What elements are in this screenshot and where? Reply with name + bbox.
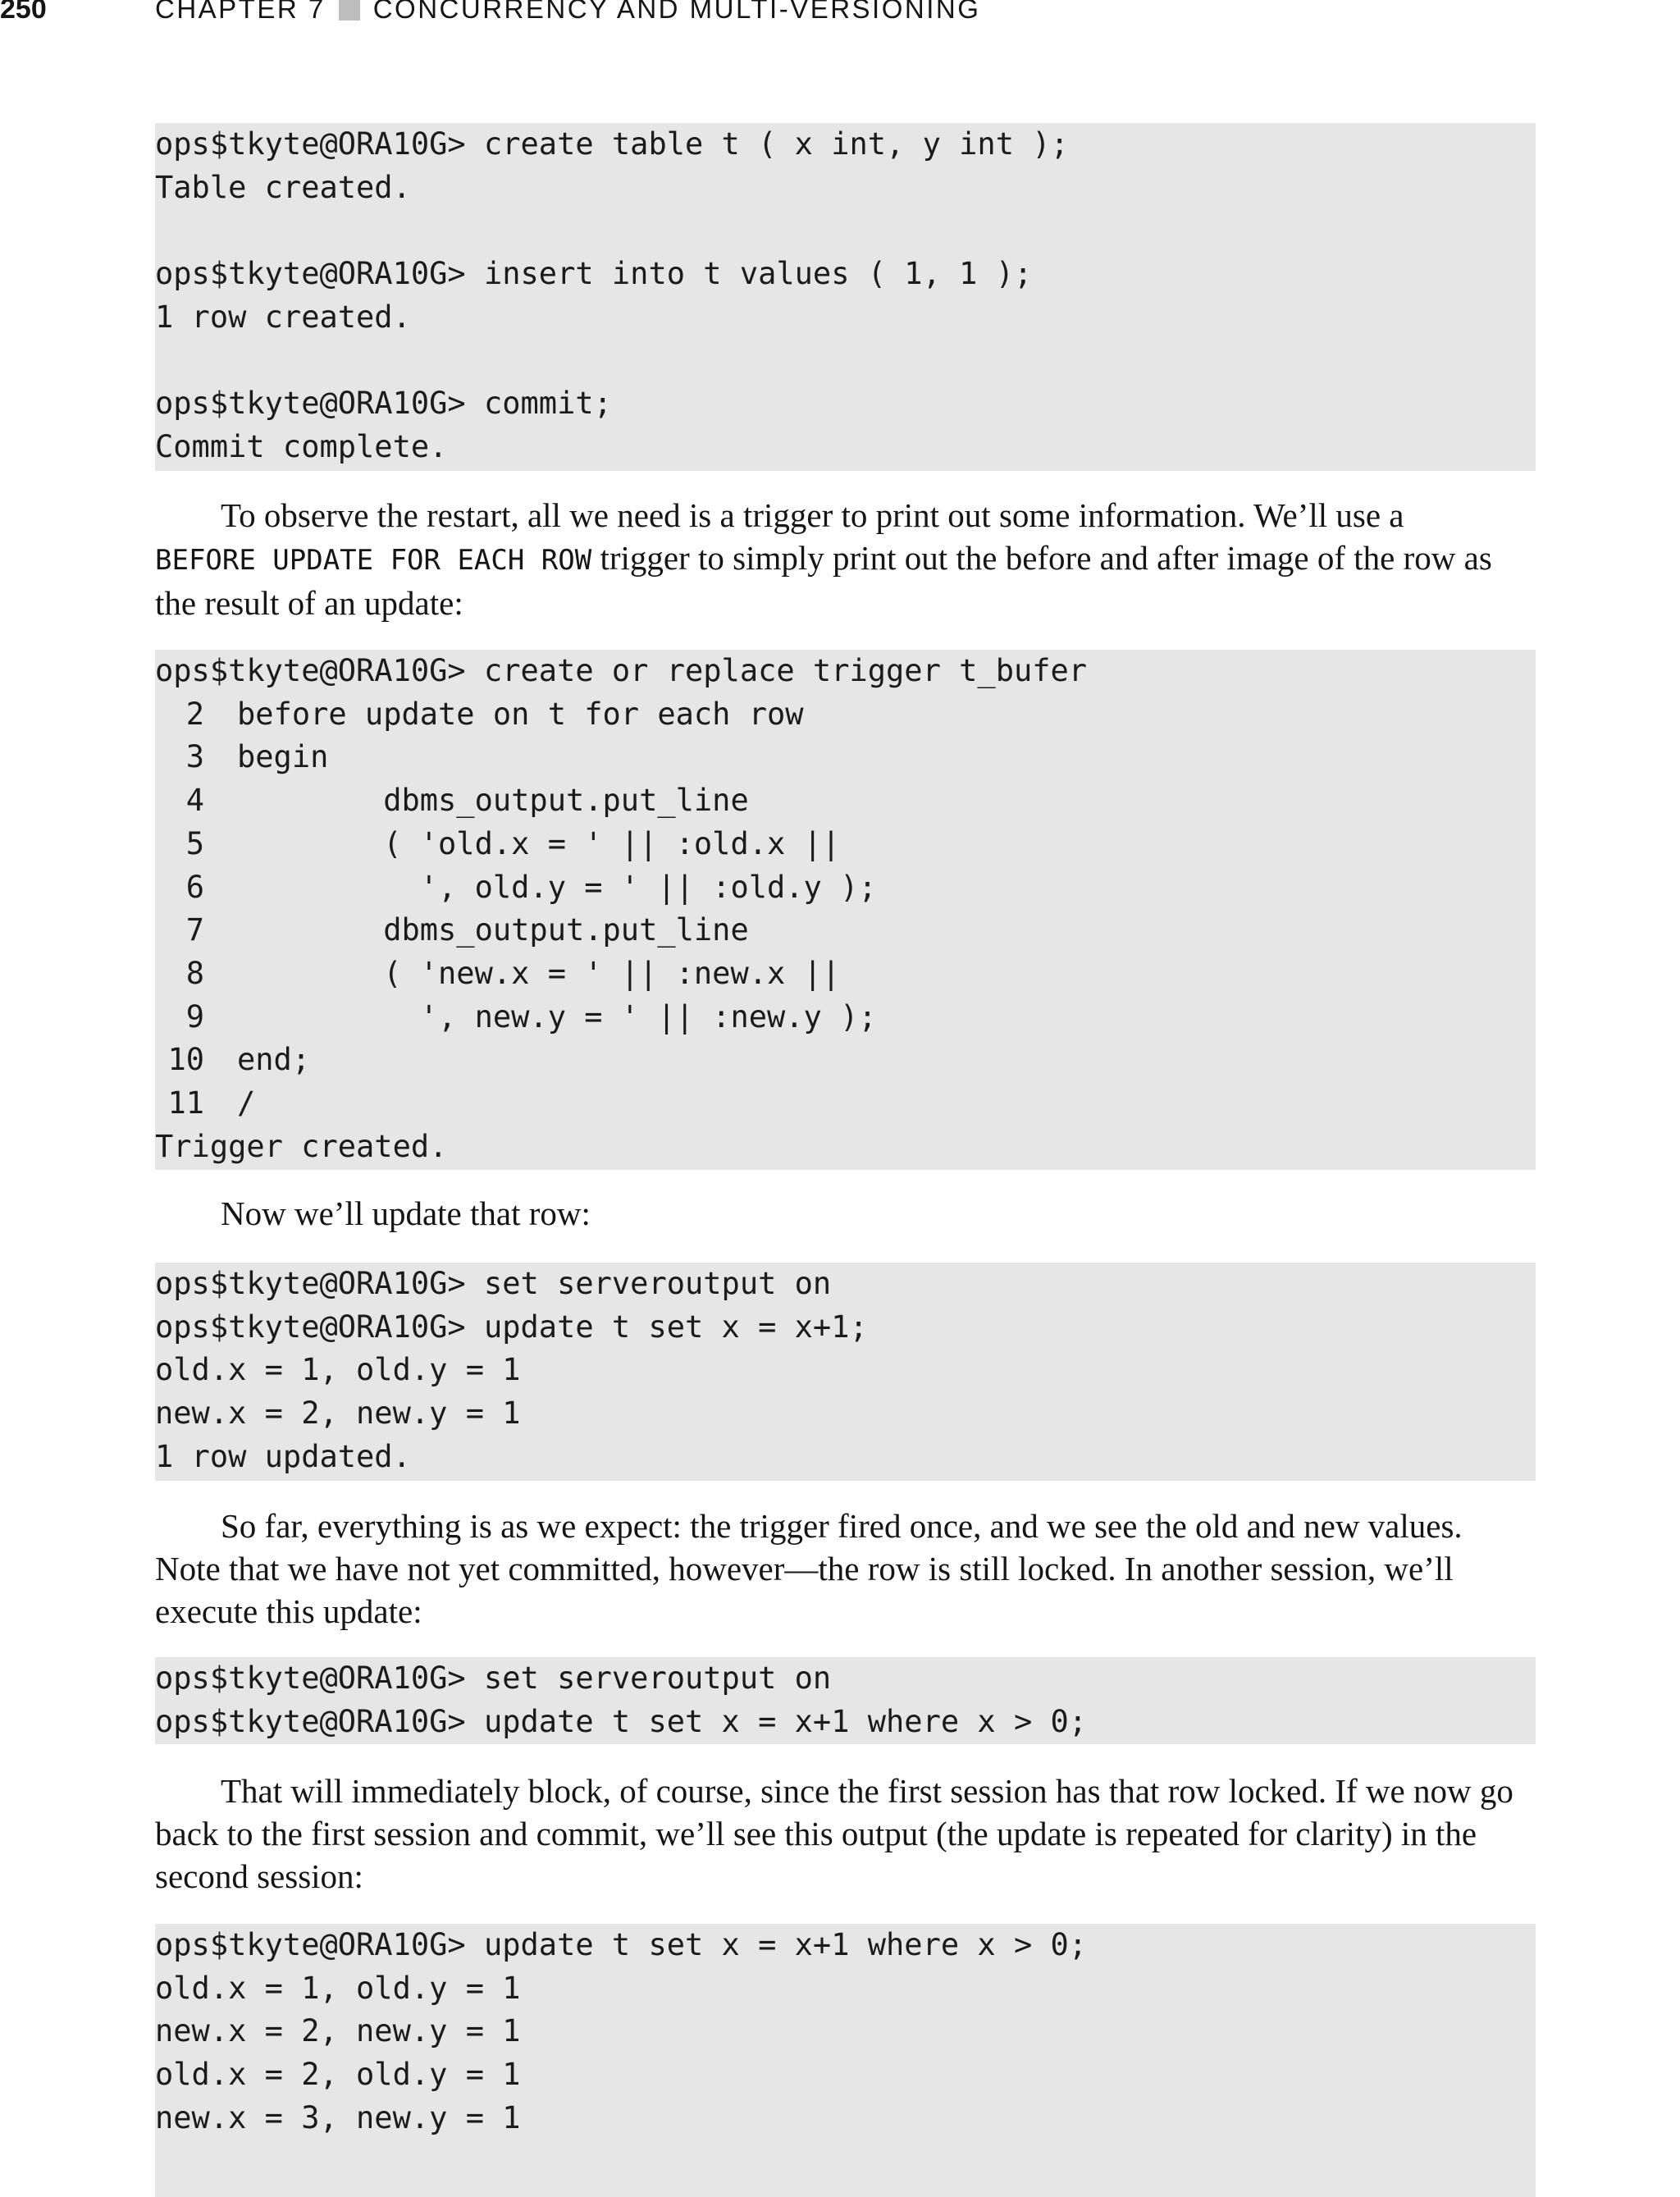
code-text: ops$tkyte@ORA10G> update t set x = x+1 where x > 0; <box>155 1927 1088 1962</box>
code-block-first-update <box>155 1263 1536 1481</box>
code-text: ( 'new.x = ' || :new.x || <box>237 955 841 991</box>
code-text: begin <box>237 739 329 775</box>
code-block-restart-output <box>155 1924 1536 2197</box>
code-line <box>155 823 1536 866</box>
page-header <box>0 0 1680 33</box>
code-line <box>155 909 1536 952</box>
code-text: Commit complete. <box>155 428 448 464</box>
code-text: ( 'old.x = ' || :old.x || <box>237 825 841 861</box>
chapter-label: CHAPTER 7 <box>155 0 326 24</box>
code-text: ops$tkyte@ORA10G> create or replace trigger t_bufer <box>155 653 1088 688</box>
header-separator-box <box>339 0 360 21</box>
code-text: old.x = 2, old.y = 1 <box>155 2057 521 2093</box>
paragraph-text: That will immediately block, of course, since the first session has that row locked. If we now go back to the first session and commit, we’ll see this output (the update is repeated for clarity) in the second session: <box>155 1772 1513 1895</box>
code-text: 1 row created. <box>155 299 411 335</box>
code-text: ops$tkyte@ORA10G> commit; <box>155 386 612 422</box>
code-line <box>155 1306 1536 1350</box>
line-number: 6 <box>185 869 204 905</box>
code-text: old.x = 1, old.y = 1 <box>155 1352 521 1388</box>
code-text: ops$tkyte@ORA10G> update t set x = x+1 where x > 0; <box>155 1703 1088 1739</box>
line-number: 10 <box>167 1042 204 1078</box>
code-line <box>155 1701 1536 1744</box>
code-line <box>155 2097 1536 2140</box>
code-text: ', old.y = ' || :old.y ); <box>237 869 877 905</box>
code-line <box>155 2053 1536 2097</box>
code-line <box>155 1039 1536 1082</box>
code-line <box>155 1967 1536 2011</box>
paragraph-text: Now we’ll update that row: <box>221 1194 591 1232</box>
code-line <box>155 996 1536 1039</box>
page-number: 250 <box>0 0 47 25</box>
code-block-trigger <box>155 650 1536 1170</box>
code-line <box>155 736 1536 779</box>
code-block-second-session <box>155 1657 1536 1744</box>
code-text: ops$tkyte@ORA10G> set serveroutput on <box>155 1266 832 1301</box>
code-line <box>155 123 1536 167</box>
line-number: 8 <box>185 955 204 991</box>
code-text: Trigger created. <box>155 1128 448 1164</box>
running-head <box>155 0 980 25</box>
code-text: ops$tkyte@ORA10G> insert into t values ( 1, 1 ); <box>155 256 1033 292</box>
code-text: ', new.y = ' || :new.y ); <box>237 998 877 1035</box>
code-text: ops$tkyte@ORA10G> set serveroutput on <box>155 1660 832 1696</box>
code-text: before update on t for each row <box>237 696 804 732</box>
code-line <box>155 1657 1536 1701</box>
paragraph-restart-intro <box>155 494 1536 624</box>
code-text: end; <box>237 1042 311 1078</box>
paragraph-text: To observe the restart, all we need is a trigger to print out some information. We’ll use a <box>221 496 1404 534</box>
code-line <box>155 779 1536 823</box>
code-line <box>155 952 1536 996</box>
code-line <box>155 2010 1536 2053</box>
line-number: 7 <box>185 912 204 948</box>
line-number: 4 <box>185 783 204 819</box>
code-text: new.x = 3, new.y = 1 <box>155 2099 521 2135</box>
paragraph-text: So far, everything is as we expect: the trigger fired once, and we see the old and new values. Note that we have not yet committed, however—the row is still locked. In another session, we’ll execute this update: <box>155 1507 1463 1630</box>
code-text: / <box>237 1085 256 1121</box>
inline-code-before-update: BEFORE UPDATE FOR EACH ROW <box>155 544 592 577</box>
code-text: old.x = 1, old.y = 1 <box>155 1970 521 2006</box>
paragraph-row-locked <box>155 1505 1536 1633</box>
code-line <box>155 382 1536 426</box>
code-line <box>155 1263 1536 1306</box>
code-line <box>155 253 1536 296</box>
paragraph-block-commit <box>155 1770 1536 1898</box>
paragraph-text: trigger to simply print out the before and after image of the row as the result of an update: <box>155 539 1492 622</box>
code-line <box>155 1349 1536 1392</box>
code-line <box>155 866 1536 910</box>
line-number: 9 <box>185 998 204 1035</box>
code-line <box>155 167 1536 210</box>
code-line <box>155 209 1536 253</box>
code-line <box>155 426 1536 469</box>
code-text: new.x = 2, new.y = 1 <box>155 2013 521 2049</box>
code-text: dbms_output.put_line <box>237 912 749 948</box>
code-line <box>155 1082 1536 1126</box>
code-line <box>155 1126 1536 1169</box>
code-text: 1 row updated. <box>155 1438 411 1474</box>
code-text: Table created. <box>155 169 411 205</box>
code-line <box>155 693 1536 737</box>
line-number: 11 <box>167 1085 204 1121</box>
code-text: dbms_output.put_line <box>237 783 749 819</box>
line-number: 5 <box>185 825 204 861</box>
code-line <box>155 1436 1536 1479</box>
line-number: 2 <box>185 696 204 732</box>
chapter-title: CONCURRENCY AND MULTI-VERSIONING <box>372 0 981 24</box>
code-line <box>155 1392 1536 1436</box>
line-number: 3 <box>185 739 204 775</box>
code-block-create-table <box>155 123 1536 471</box>
code-line <box>155 340 1536 383</box>
code-line <box>155 296 1536 340</box>
code-text: ops$tkyte@ORA10G> create table t ( x int, y int ); <box>155 126 1069 162</box>
code-line <box>155 1924 1536 1967</box>
code-text: new.x = 2, new.y = 1 <box>155 1395 521 1432</box>
paragraph-update-row <box>155 1192 1536 1235</box>
code-line <box>155 650 1536 693</box>
code-text: ops$tkyte@ORA10G> update t set x = x+1; <box>155 1309 868 1345</box>
